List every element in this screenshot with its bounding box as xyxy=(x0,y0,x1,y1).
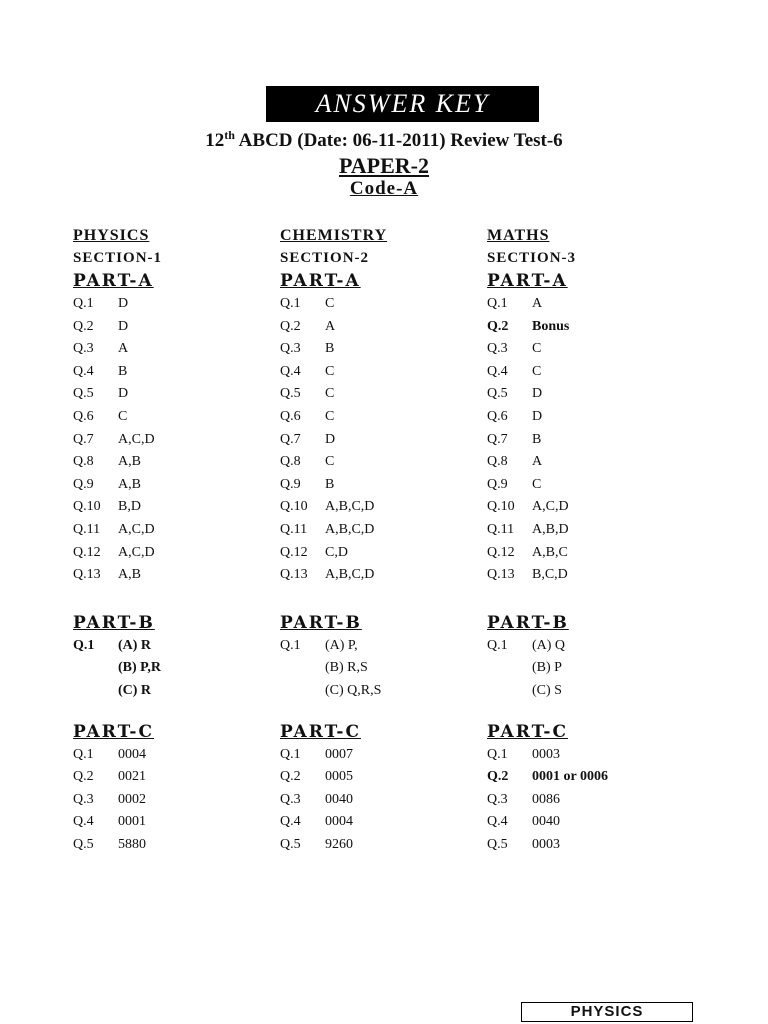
answer-value: C,D xyxy=(325,544,348,560)
answer-value: D xyxy=(532,386,543,402)
question-number: Q.13 xyxy=(280,567,308,583)
question-number: Q.3 xyxy=(73,791,94,807)
part-c-heading: PART-C xyxy=(487,721,568,742)
part-a-heading: PART-A xyxy=(487,271,568,291)
answer-value: (C) R xyxy=(118,682,152,698)
answer-value: A,B xyxy=(118,476,141,492)
answer-value: C xyxy=(118,408,128,424)
answer-row xyxy=(280,811,480,834)
subject-heading: CHEMISTRY xyxy=(280,227,388,244)
answer-value: C xyxy=(325,454,335,470)
section-heading: SECTION-1 xyxy=(73,250,163,266)
section-heading: SECTION-2 xyxy=(280,250,370,266)
page-title xyxy=(0,130,768,152)
answer-row xyxy=(280,744,480,767)
answer-value: A,B,C,D xyxy=(325,567,375,583)
answer-value: 0021 xyxy=(118,769,146,785)
chemistry-column xyxy=(280,225,480,856)
question-number: Q.6 xyxy=(73,408,94,424)
question-number: Q.2 xyxy=(487,769,509,785)
answer-row xyxy=(487,744,687,767)
question-number: Q.1 xyxy=(73,637,95,653)
answer-row xyxy=(280,657,480,680)
answer-row xyxy=(280,429,480,452)
answer-value: 5880 xyxy=(118,836,146,852)
question-number: Q.10 xyxy=(280,499,308,515)
question-number: Q.4 xyxy=(487,363,508,379)
question-number: Q.10 xyxy=(73,499,101,515)
question-number: Q.3 xyxy=(280,791,301,807)
answer-row xyxy=(280,406,480,429)
answer-value: A xyxy=(532,454,543,470)
question-number: Q.7 xyxy=(73,431,94,447)
part-c-heading: PART-C xyxy=(73,721,154,742)
answer-row xyxy=(73,564,273,587)
part-c-heading: PART-C xyxy=(280,721,361,742)
answer-value: 0001 xyxy=(118,814,146,830)
answer-row xyxy=(73,811,273,834)
question-number: Q.2 xyxy=(487,318,509,334)
question-number: Q.1 xyxy=(73,746,94,762)
answer-row xyxy=(487,657,687,680)
answer-value: 0040 xyxy=(532,814,560,830)
answer-row xyxy=(487,474,687,497)
answer-value: A xyxy=(118,341,129,357)
answer-row xyxy=(73,496,273,519)
section-heading: SECTION-3 xyxy=(487,250,577,266)
answer-row xyxy=(73,383,273,406)
answer-value: 0003 xyxy=(532,836,560,852)
question-number: Q.4 xyxy=(73,814,94,830)
answer-row xyxy=(280,338,480,361)
question-number: Q.11 xyxy=(73,521,101,537)
answer-row xyxy=(487,564,687,587)
answer-value: 0001 or 0006 xyxy=(532,769,608,785)
answer-value: A,C,D xyxy=(118,521,155,537)
answer-row xyxy=(73,451,273,474)
answer-row xyxy=(280,766,480,789)
spacer xyxy=(280,587,480,611)
answer-value: 0086 xyxy=(532,791,560,807)
spacer xyxy=(487,587,687,611)
question-number: Q.4 xyxy=(280,363,301,379)
question-number: Q.6 xyxy=(487,408,508,424)
question-number: Q.12 xyxy=(487,544,515,560)
answer-row xyxy=(487,834,687,857)
answer-value: C xyxy=(532,476,542,492)
answer-value: A xyxy=(532,296,543,311)
answer-value: 0007 xyxy=(325,746,353,762)
answer-value: (A) R xyxy=(118,637,152,653)
answer-value: B xyxy=(325,341,335,357)
answer-value: B,D xyxy=(118,499,141,515)
answer-row xyxy=(280,680,480,703)
answer-value: (C) Q,R,S xyxy=(325,682,382,698)
answer-value: 9260 xyxy=(325,836,353,852)
answer-value: A xyxy=(325,318,336,334)
spacer xyxy=(280,703,480,720)
question-number: Q.5 xyxy=(487,386,508,402)
answer-value: C xyxy=(325,408,335,424)
title-superscript: th xyxy=(224,128,235,142)
answer-value: B xyxy=(118,363,128,379)
question-number: Q.5 xyxy=(280,386,301,402)
physics-column xyxy=(73,225,273,856)
answer-row xyxy=(73,429,273,452)
question-number: Q.1 xyxy=(280,637,301,653)
answer-row xyxy=(487,811,687,834)
answer-row xyxy=(280,789,480,812)
answer-value: 0002 xyxy=(118,791,146,807)
answer-value: D xyxy=(532,408,543,424)
answer-value: 0040 xyxy=(325,791,353,807)
answer-value: A,C,D xyxy=(118,431,155,447)
question-number: Q.1 xyxy=(280,296,301,311)
question-number: Q.5 xyxy=(280,836,301,852)
answer-value: (A) Q xyxy=(532,637,566,653)
question-number: Q.6 xyxy=(280,408,301,424)
answer-row xyxy=(280,834,480,857)
answer-value: C xyxy=(325,363,335,379)
answer-row xyxy=(280,635,480,658)
question-number: Q.4 xyxy=(280,814,301,830)
question-number: Q.10 xyxy=(487,499,515,515)
answer-row xyxy=(73,542,273,565)
answer-value: C xyxy=(325,386,335,402)
part-b-heading: PART-B xyxy=(487,612,569,633)
question-number: Q.8 xyxy=(487,454,508,470)
answer-row xyxy=(487,361,687,384)
spacer xyxy=(487,703,687,720)
part-a-heading: PART-A xyxy=(73,271,154,291)
answer-row xyxy=(73,316,273,339)
answer-value: A,B,C xyxy=(532,544,568,560)
answer-value: D xyxy=(325,431,336,447)
answer-row xyxy=(280,451,480,474)
answer-value: (B) P,R xyxy=(118,660,162,676)
part-b-heading: PART-B xyxy=(280,612,362,633)
question-number: Q.9 xyxy=(487,476,508,492)
answer-row xyxy=(487,766,687,789)
answer-row xyxy=(280,316,480,339)
answer-row xyxy=(280,542,480,565)
question-number: Q.1 xyxy=(487,637,508,653)
question-number: Q.5 xyxy=(73,386,94,402)
question-number: Q.12 xyxy=(73,544,101,560)
answer-value: C xyxy=(532,341,542,357)
answer-row xyxy=(73,789,273,812)
answer-row xyxy=(73,744,273,767)
answer-value: 0005 xyxy=(325,769,353,785)
answer-row xyxy=(73,834,273,857)
answer-value: B xyxy=(325,476,335,492)
answer-key-banner: ANSWER KEY xyxy=(266,86,539,122)
question-number: Q.11 xyxy=(280,521,308,537)
question-number: Q.11 xyxy=(487,521,515,537)
title-grade: 12 xyxy=(205,130,225,151)
title-rest: ABCD (Date: 06-11-2011) Review Test-6 xyxy=(234,130,563,151)
question-number: Q.5 xyxy=(487,836,508,852)
question-number: Q.4 xyxy=(73,363,94,379)
answer-row xyxy=(487,680,687,703)
answer-row xyxy=(280,496,480,519)
answer-value: A,B xyxy=(118,454,141,470)
answer-row xyxy=(487,383,687,406)
subject-heading: MATHS xyxy=(487,227,550,244)
answer-value: A,B xyxy=(118,567,141,583)
answer-row xyxy=(487,293,687,316)
question-number: Q.2 xyxy=(73,769,94,785)
part-a-heading: PART-A xyxy=(280,271,361,291)
answer-value: Bonus xyxy=(532,318,570,334)
question-number: Q.1 xyxy=(73,296,94,311)
answer-row xyxy=(73,766,273,789)
answer-row xyxy=(487,542,687,565)
answer-row xyxy=(280,519,480,542)
question-number: Q.8 xyxy=(280,454,301,470)
code-label: Code-A xyxy=(349,178,419,199)
answer-value: 0003 xyxy=(532,746,560,762)
answer-row xyxy=(73,293,273,316)
answer-row xyxy=(73,474,273,497)
answer-value: B xyxy=(532,431,542,447)
answer-row xyxy=(487,789,687,812)
question-number: Q.2 xyxy=(73,318,94,334)
paper-label: PAPER-2 xyxy=(338,153,430,178)
answer-value: 0004 xyxy=(325,814,353,830)
question-number: Q.3 xyxy=(73,341,94,357)
question-number: Q.13 xyxy=(487,567,515,583)
question-number: Q.3 xyxy=(280,341,301,357)
answer-row xyxy=(487,519,687,542)
answer-row xyxy=(73,338,273,361)
question-number: Q.7 xyxy=(280,431,301,447)
answer-value: (A) P, xyxy=(325,637,358,653)
answer-row xyxy=(280,474,480,497)
question-number: Q.7 xyxy=(487,431,508,447)
answer-row xyxy=(280,361,480,384)
answer-row xyxy=(280,564,480,587)
question-number: Q.12 xyxy=(280,544,308,560)
maths-column xyxy=(487,225,687,856)
answer-row xyxy=(73,635,273,658)
answer-row xyxy=(73,519,273,542)
answer-value: A,B,C,D xyxy=(325,499,375,515)
question-number: Q.1 xyxy=(280,746,301,762)
footer-subject-box: PHYSICS xyxy=(521,1002,693,1022)
answer-row xyxy=(280,383,480,406)
question-number: Q.8 xyxy=(73,454,94,470)
answer-row xyxy=(487,338,687,361)
answer-row xyxy=(487,429,687,452)
answer-value: (C) S xyxy=(532,682,562,698)
answer-row xyxy=(73,406,273,429)
answer-value: C xyxy=(325,296,335,311)
question-number: Q.2 xyxy=(280,318,301,334)
answer-value: D xyxy=(118,296,129,311)
answer-row xyxy=(487,316,687,339)
answer-row xyxy=(73,657,273,680)
question-number: Q.13 xyxy=(73,567,101,583)
question-number: Q.3 xyxy=(487,341,508,357)
answer-value: D xyxy=(118,386,129,402)
answer-row xyxy=(487,496,687,519)
question-number: Q.9 xyxy=(280,476,301,492)
question-number: Q.9 xyxy=(73,476,94,492)
answer-row xyxy=(487,635,687,658)
question-number: Q.4 xyxy=(487,814,508,830)
answer-row xyxy=(73,361,273,384)
spacer xyxy=(73,703,273,720)
answer-row xyxy=(280,293,480,316)
answer-row xyxy=(487,406,687,429)
question-number: Q.3 xyxy=(487,791,508,807)
answer-value: (B) P xyxy=(532,660,562,676)
part-b-heading: PART-B xyxy=(73,612,155,633)
answer-value: B,C,D xyxy=(532,567,568,583)
answer-row xyxy=(73,680,273,703)
answer-value: A,B,D xyxy=(532,521,569,537)
question-number: Q.2 xyxy=(280,769,301,785)
answer-value: C xyxy=(532,363,542,379)
question-number: Q.1 xyxy=(487,746,508,762)
spacer xyxy=(73,587,273,611)
answer-value: 0004 xyxy=(118,746,146,762)
subject-heading: PHYSICS xyxy=(73,227,150,244)
answer-value: (B) R,S xyxy=(325,660,368,676)
answer-row xyxy=(487,451,687,474)
answer-value: A,B,C,D xyxy=(325,521,375,537)
answer-value: A,C,D xyxy=(532,499,569,515)
answer-value: D xyxy=(118,318,129,334)
answer-value: A,C,D xyxy=(118,544,155,560)
question-number: Q.1 xyxy=(487,296,508,311)
question-number: Q.5 xyxy=(73,836,94,852)
